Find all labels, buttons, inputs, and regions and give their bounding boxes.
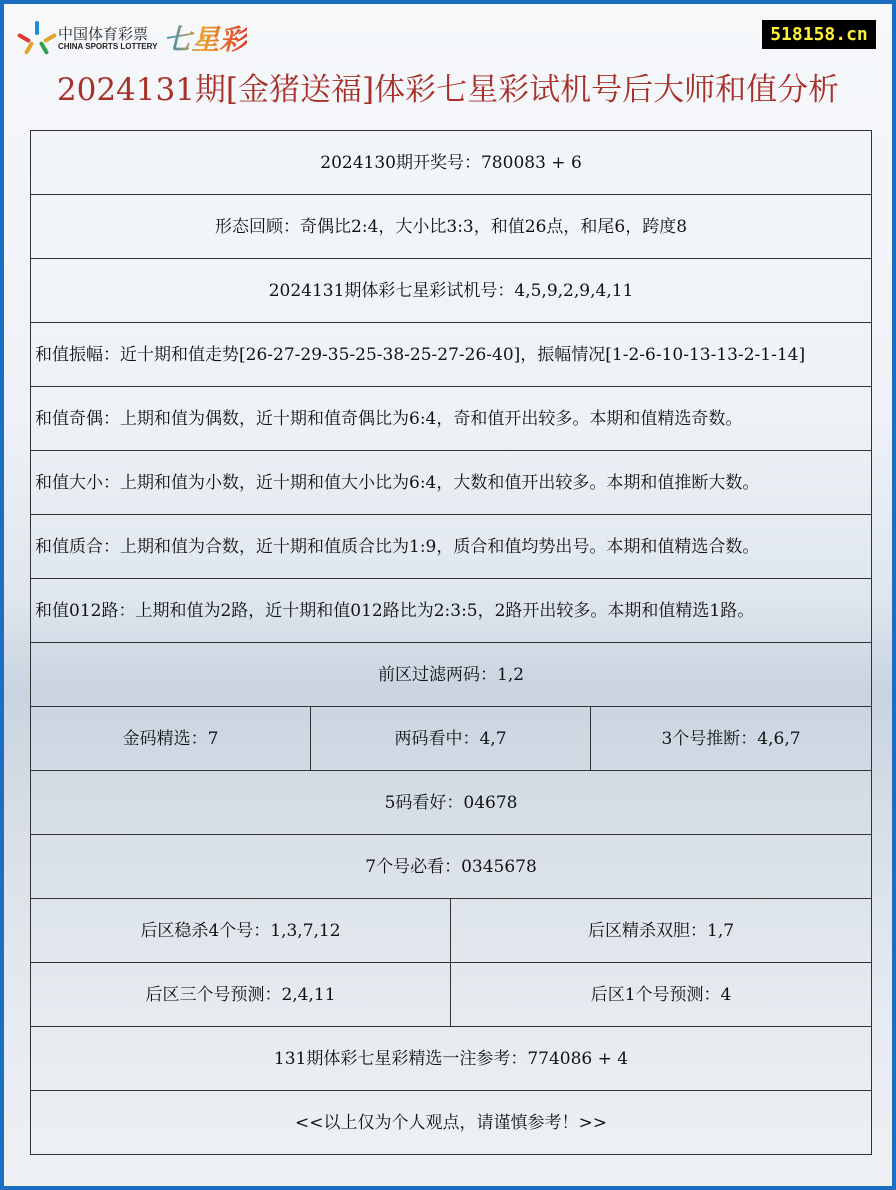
table-row	[31, 963, 872, 1027]
front-filter: 前区过滤两码：1,2	[31, 643, 872, 707]
logo	[20, 18, 247, 58]
lottery-star-icon	[20, 21, 54, 55]
back-kill-double: 后区精杀双胆：1,7	[451, 899, 872, 963]
table-row	[31, 195, 872, 259]
sum-amplitude: 和值振幅：近十期和值走势[26-27-29-35-25-38-25-27-26-40]，振幅情况[1-2-6-10-13-13-2-1-14]	[31, 323, 872, 387]
gold-code: 金码精选：7	[31, 707, 311, 771]
sum-odd-even: 和值奇偶：上期和值为偶数，近十期和值奇偶比为6:4，奇和值开出较多。本期和值精选奇数。	[31, 387, 872, 451]
test-number: 2024131期体彩七星彩试机号：4,5,9,2,9,4,11	[31, 259, 872, 323]
table-row	[31, 707, 872, 771]
recommended-ticket: 131期体彩七星彩精选一注参考：774086 + 4	[31, 1027, 872, 1091]
table-row	[31, 771, 872, 835]
table-row	[31, 579, 872, 643]
table-row	[31, 835, 872, 899]
sum-prime-composite: 和值质合：上期和值为合数，近十期和值质合比为1:9，质合和值均势出号。本期和值精选合数。	[31, 515, 872, 579]
back-kill-four: 后区稳杀4个号：1,3,7,12	[31, 899, 451, 963]
sum-big-small: 和值大小：上期和值为小数，近十期和值大小比为6:4，大数和值开出较多。本期和值推断大数。	[31, 451, 872, 515]
logo-en: CHINA SPORTS LOTTERY	[58, 41, 158, 51]
page-title: 2024131期[金猪送福]体彩七星彩试机号后大师和值分析	[56, 72, 840, 108]
table-row	[31, 451, 872, 515]
two-code: 两码看中：4,7	[311, 707, 591, 771]
disclaimer: <<以上仅为个人观点，请谨慎参考！>>	[31, 1091, 872, 1155]
analysis-table	[30, 130, 872, 1155]
last-draw: 2024130期开奖号：780083 + 6	[31, 131, 872, 195]
five-code: 5码看好：04678	[31, 771, 872, 835]
table-row	[31, 323, 872, 387]
three-code: 3个号推断：4,6,7	[591, 707, 872, 771]
table-row	[31, 515, 872, 579]
table-row	[31, 259, 872, 323]
back-one-predict: 后区1个号预测：4	[451, 963, 872, 1027]
table-row	[31, 899, 872, 963]
table-row	[31, 387, 872, 451]
table-row	[31, 1091, 872, 1155]
logo-cn: 中国体育彩票	[58, 24, 149, 43]
sum-012-route: 和值012路：上期和值为2路，近十期和值012路比为2:3:5，2路开出较多。本期和值精选1路。	[31, 579, 872, 643]
logo-product: 七星彩	[163, 18, 247, 58]
table-row	[31, 131, 872, 195]
table-row	[31, 1027, 872, 1091]
pattern-review: 形态回顾：奇偶比2:4，大小比3:3，和值26点，和尾6，跨度8	[31, 195, 872, 259]
seven-code: 7个号必看：0345678	[31, 835, 872, 899]
site-badge: 518158.cn	[762, 20, 876, 49]
back-three-predict: 后区三个号预测：2,4,11	[31, 963, 451, 1027]
table-row	[31, 643, 872, 707]
